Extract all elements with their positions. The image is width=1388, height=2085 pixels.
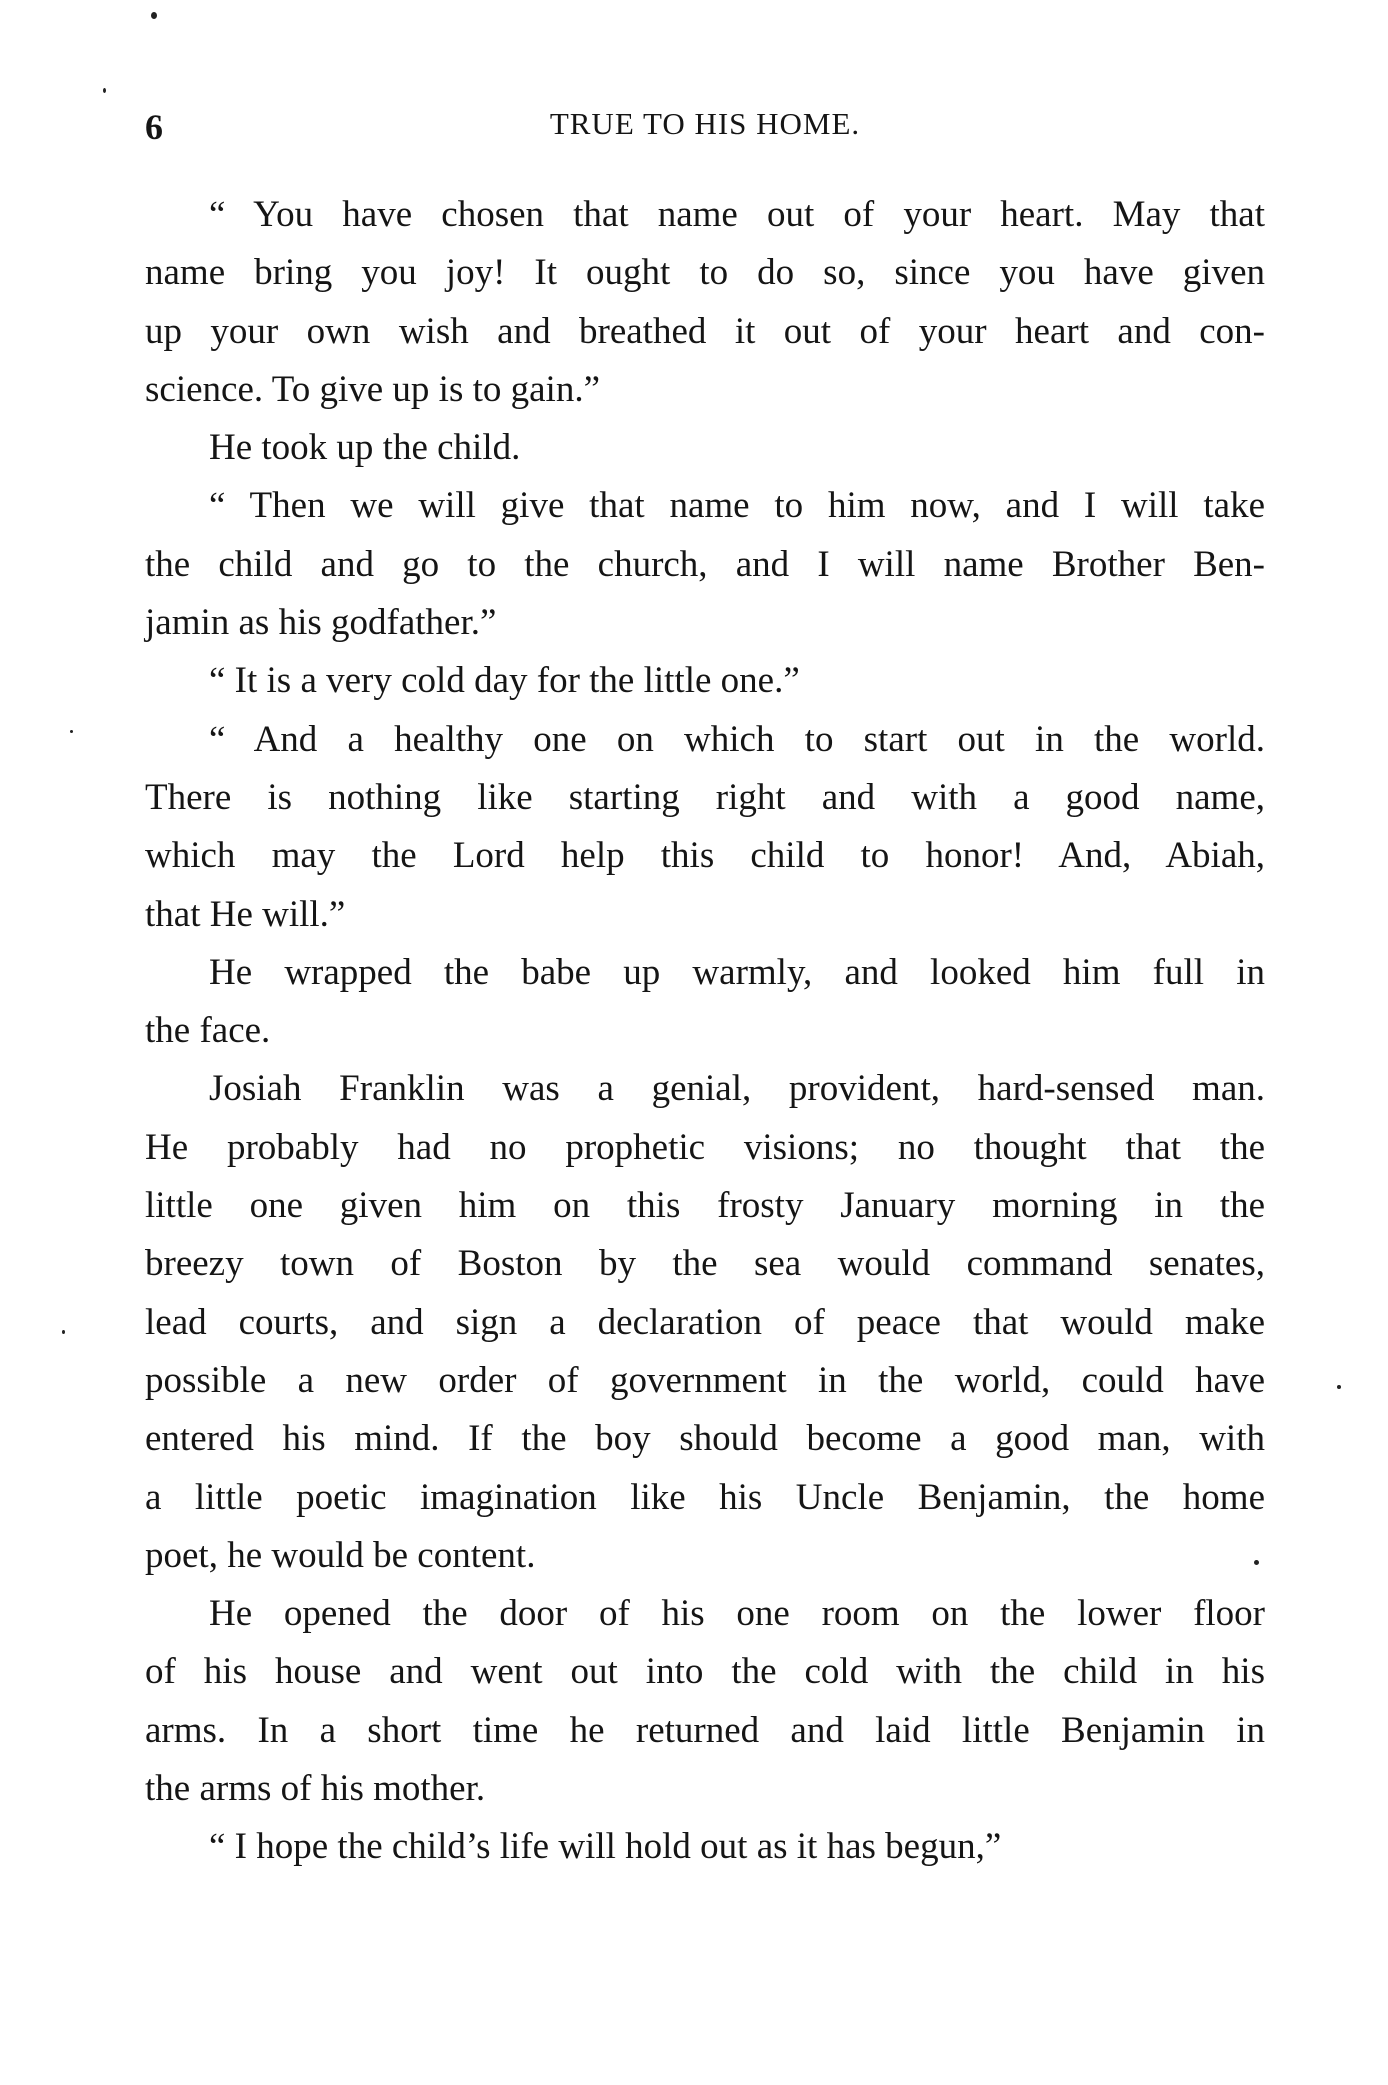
text-line: name bring you joy! It ought to do so, since you have given	[145, 252, 1265, 294]
page-header	[145, 96, 1265, 146]
text-line: possible a new order of government in the world, could have	[145, 1359, 1265, 1401]
paragraph	[145, 1818, 1265, 1876]
ink-speck	[103, 88, 106, 93]
paragraph	[145, 711, 1265, 944]
page-number: 6	[145, 107, 163, 147]
text-line: science. To give up is to gain.”	[145, 368, 601, 410]
text-line: poet, he would be content.	[145, 1534, 536, 1576]
paragraph	[145, 1585, 1265, 1818]
ink-speck	[1337, 1385, 1341, 1389]
text-line: the arms of his mother.	[145, 1768, 486, 1810]
paragraph	[145, 186, 1265, 419]
text-line: “ And a healthy one on which to start out in the world.	[209, 718, 1265, 760]
text-line: He took up the child.	[209, 427, 521, 469]
text-line: arms. In a short time he returned and laid little Benjamin in	[145, 1709, 1265, 1751]
text-line: “ It is a very cold day for the little one.”	[209, 660, 800, 702]
text-line: breezy town of Boston by the sea would command senates,	[145, 1243, 1265, 1285]
paragraph	[145, 419, 1265, 477]
text-line: jamin as his godfather.”	[145, 602, 497, 644]
paragraph	[145, 944, 1265, 1061]
text-line: “ You have chosen that name out of your heart. May that	[209, 194, 1265, 235]
text-line: of his house and went out into the cold with the child in his	[145, 1651, 1265, 1693]
text-line: little one given him on this frosty January morning in the	[145, 1185, 1265, 1227]
text-line: the child and go to the church, and I will name Brother Ben-	[145, 543, 1265, 585]
ink-speck	[70, 730, 73, 733]
paragraph	[145, 652, 1265, 710]
text-line: He probably had no prophetic visions; no thought that the	[145, 1126, 1265, 1168]
text-line: There is nothing like starting right and with a good name,	[145, 776, 1265, 818]
body-text	[145, 186, 1265, 1877]
text-line: a little poetic imagination like his Uncle Benjamin, the home	[145, 1476, 1265, 1518]
text-line: Josiah Franklin was a genial, provident, hard-sensed man.	[209, 1068, 1265, 1110]
text-line: up your own wish and breathed it out of your heart and con-	[145, 310, 1265, 352]
text-line: He wrapped the babe up warmly, and looked him full in	[209, 951, 1265, 993]
running-title: TRUE TO HIS HOME.	[549, 106, 861, 141]
text-line: which may the Lord help this child to honor! And, Abiah,	[145, 835, 1265, 877]
text-line: He opened the door of his one room on the lower floor	[209, 1593, 1265, 1635]
ink-speck	[151, 12, 157, 19]
text-line: that He will.”	[145, 893, 346, 935]
text-line: entered his mind. If the boy should become a good man, with	[145, 1418, 1265, 1460]
text-line: “ Then we will give that name to him now, and I will take	[209, 485, 1265, 527]
text-line: the face.	[145, 1010, 271, 1052]
text-line: lead courts, and sign a declaration of peace that would make	[145, 1301, 1265, 1343]
paragraph	[145, 477, 1265, 652]
paragraph	[145, 1060, 1265, 1585]
ink-speck	[62, 1330, 65, 1334]
text-line: “ I hope the child’s life will hold out as it has begun,”	[209, 1826, 1002, 1868]
